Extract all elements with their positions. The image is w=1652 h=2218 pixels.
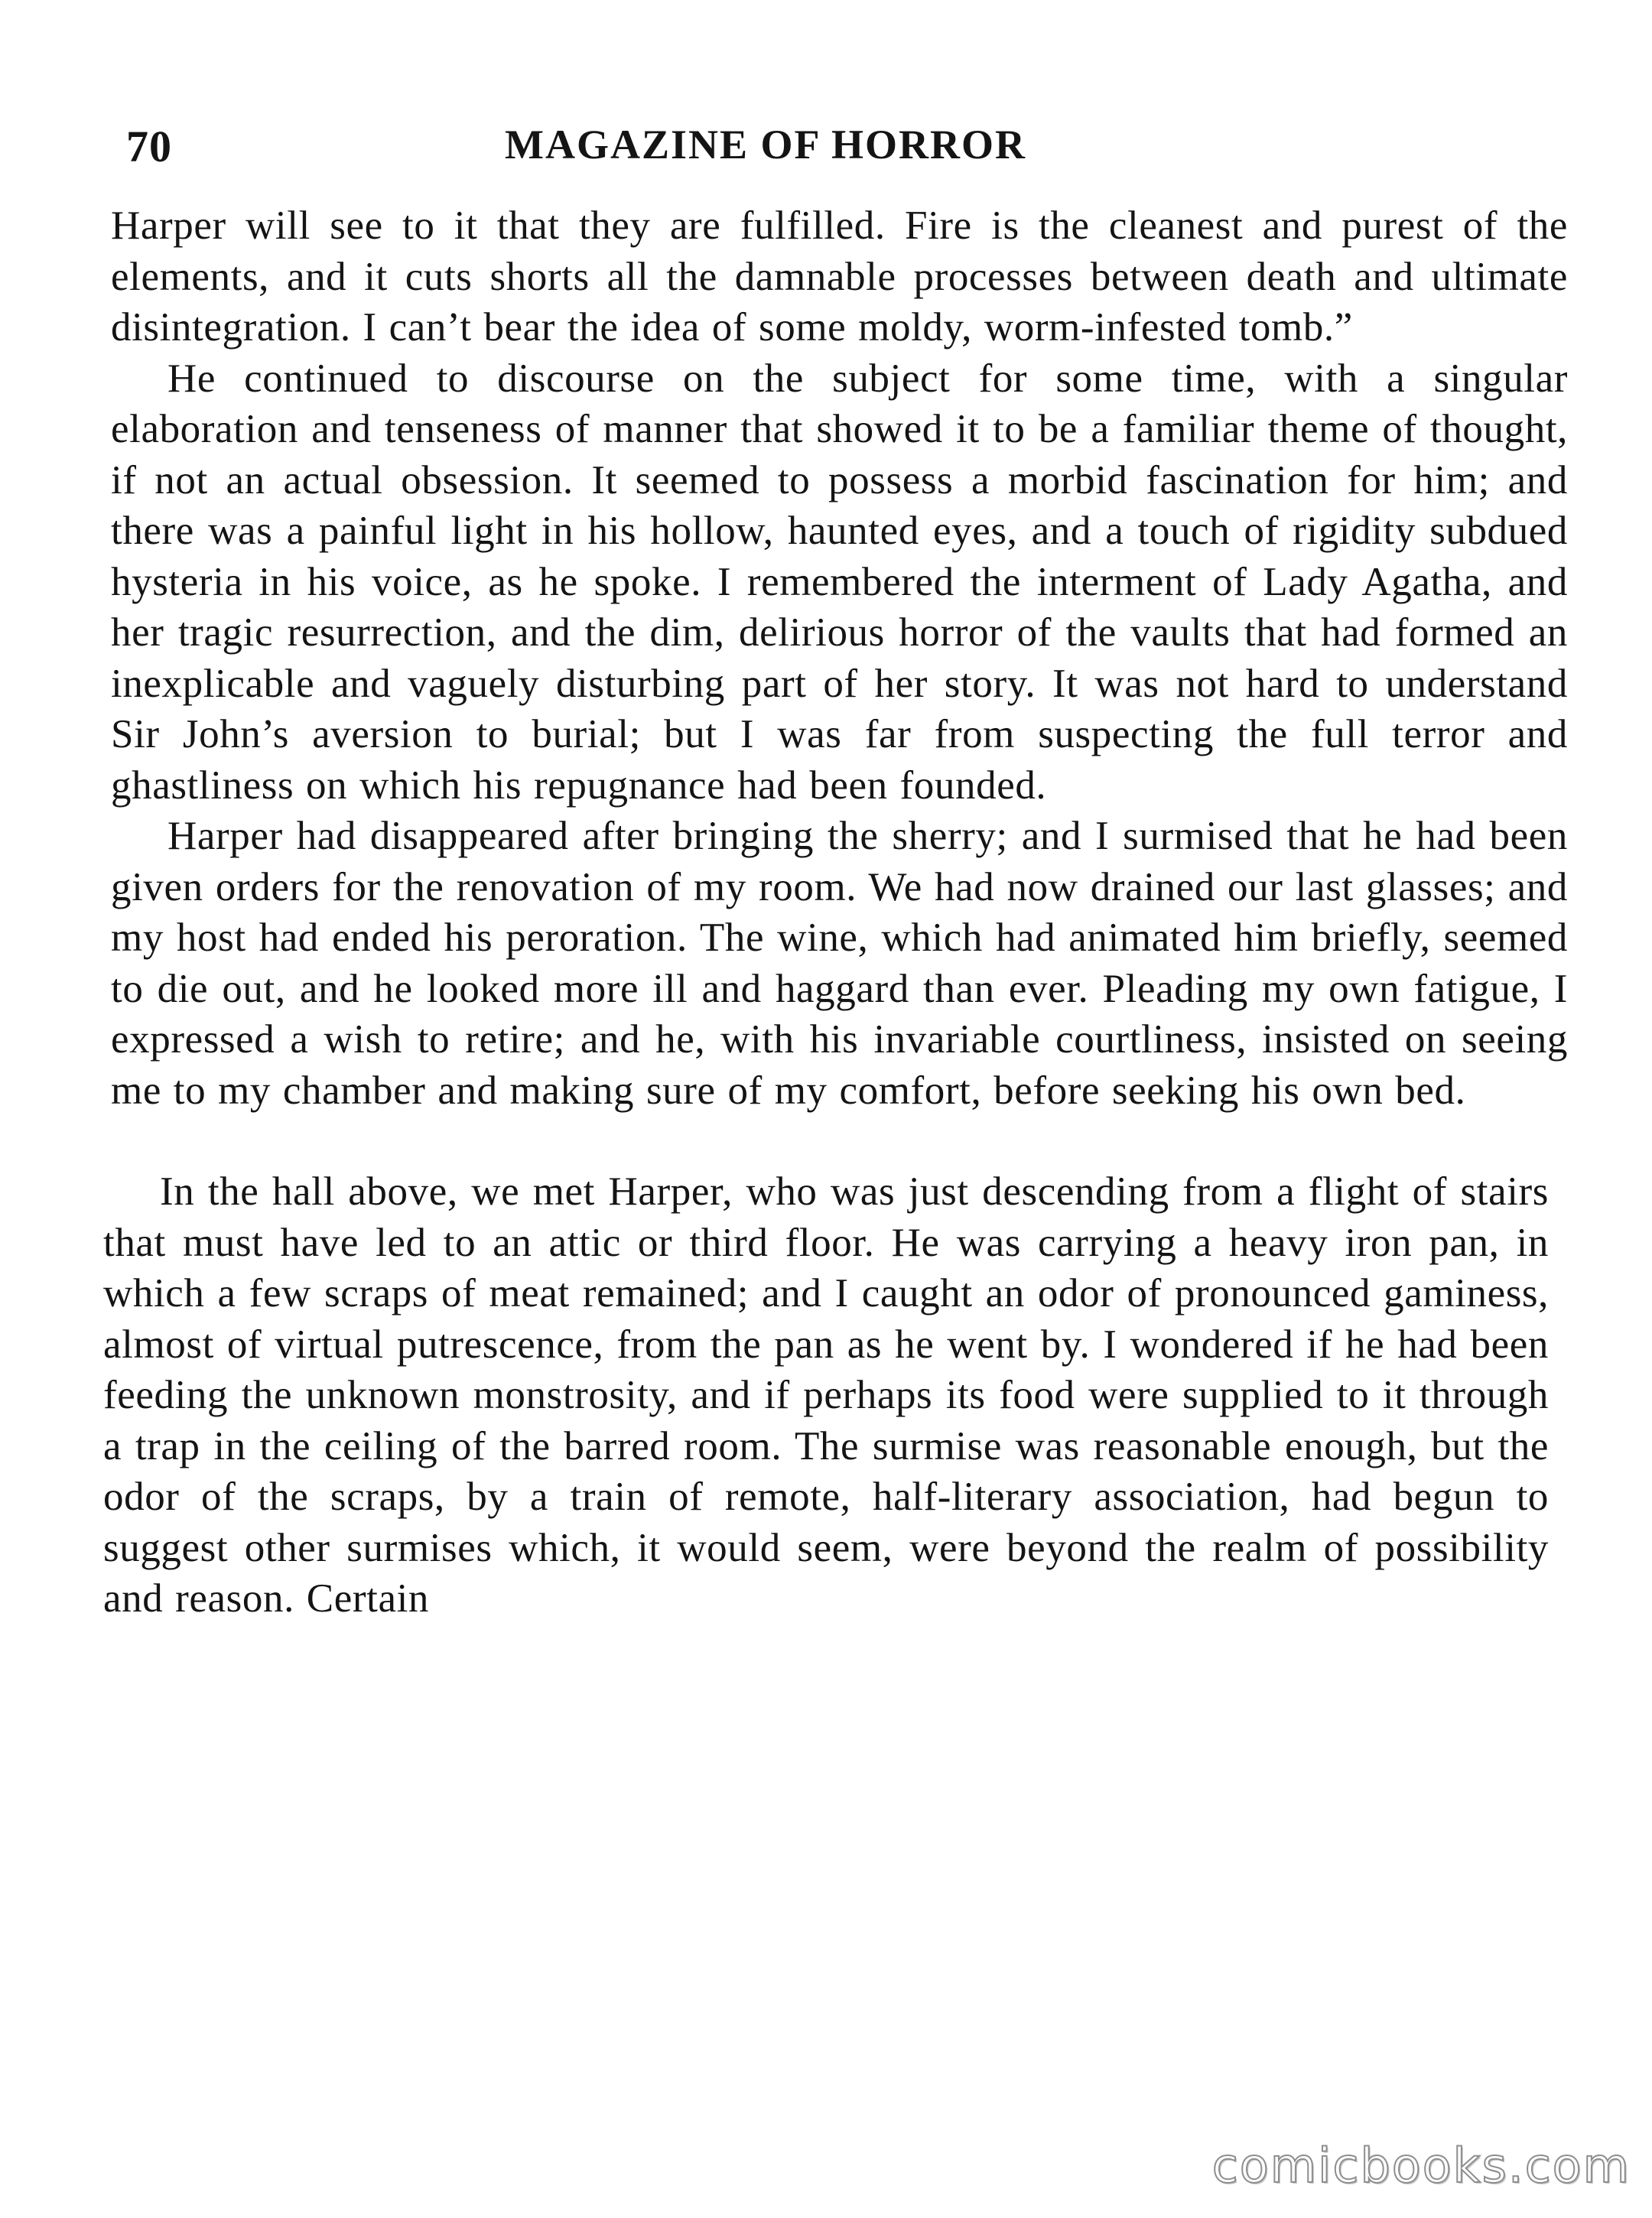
paragraph: In the hall above, we met Harper, who was just descending from a flight of stairs that must have led to an attic or third floor. He was carrying a heavy iron pan, in which a few scraps of meat remained; and I caught an odor of pronounced gaminess, almost of virtual putrescence, from the pan as he went by. I wondered if he had been feeding the unknown monstrosity, and if perhaps its food were supplied to it through a trap in the ceiling of the barred room. The surmise was reasonable enough, but the odor of the scraps, by a train of remote, half-literary association, had begun to suggest other surmises which, it would seem, were beyond the realm of possibility and reason. Certain [103, 1169, 1549, 1621]
paragraph: He continued to discourse on the subject for some time, with a singular elaboration and tenseness of manner that showed it to be a familiar theme of thought, if not an actual obsession. It seemed to possess a morbid fascination for him; and there was a painful light in his hollow, haunted eyes, and a touch of rigidity subdued hysteria in his voice, as he spoke. I remembered the interment of Lady Agatha, and her tragic resurrection, and the dim, delirious horror of the vaults that had formed an inexplicable and vaguely disturbing part of her story. It was not hard to understand Sir John’s aversion to burial; but I was far from suspecting the full terror and ghastliness on which his repugnance had been founded. [111, 356, 1568, 808]
section-break [111, 1116, 1568, 1166]
story-body [103, 200, 1568, 1624]
magazine-title: MAGAZINE OF HORROR [505, 122, 1026, 167]
running-head [126, 121, 1556, 182]
paragraph-continued: Harper will see to it that they are fulfilled. Fire is the cleanest and purest of the elements, and it cuts shorts all the damnable processes between death and ultimate disintegration. I can’t bear the idea of some moldy, worm-infested tomb.” [111, 203, 1568, 350]
paragraph: Harper had disappeared after bringing the sherry; and I surmised that he had been given orders for the renovation of my room. We had now drained our last glasses; and my host had ended his peroration. The wine, which had animated him briefly, seemed to die out, and he looked more ill and haggard than ever. Pleading my own fatigue, I expressed a wish to retire; and he, with his invariable courtliness, insisted on seeing me to my chamber and making sure of my comfort, before seeking his own bed. [111, 814, 1568, 1113]
site-watermark: comicbooks.com [1211, 2138, 1631, 2194]
page-number: 70 [126, 122, 172, 171]
